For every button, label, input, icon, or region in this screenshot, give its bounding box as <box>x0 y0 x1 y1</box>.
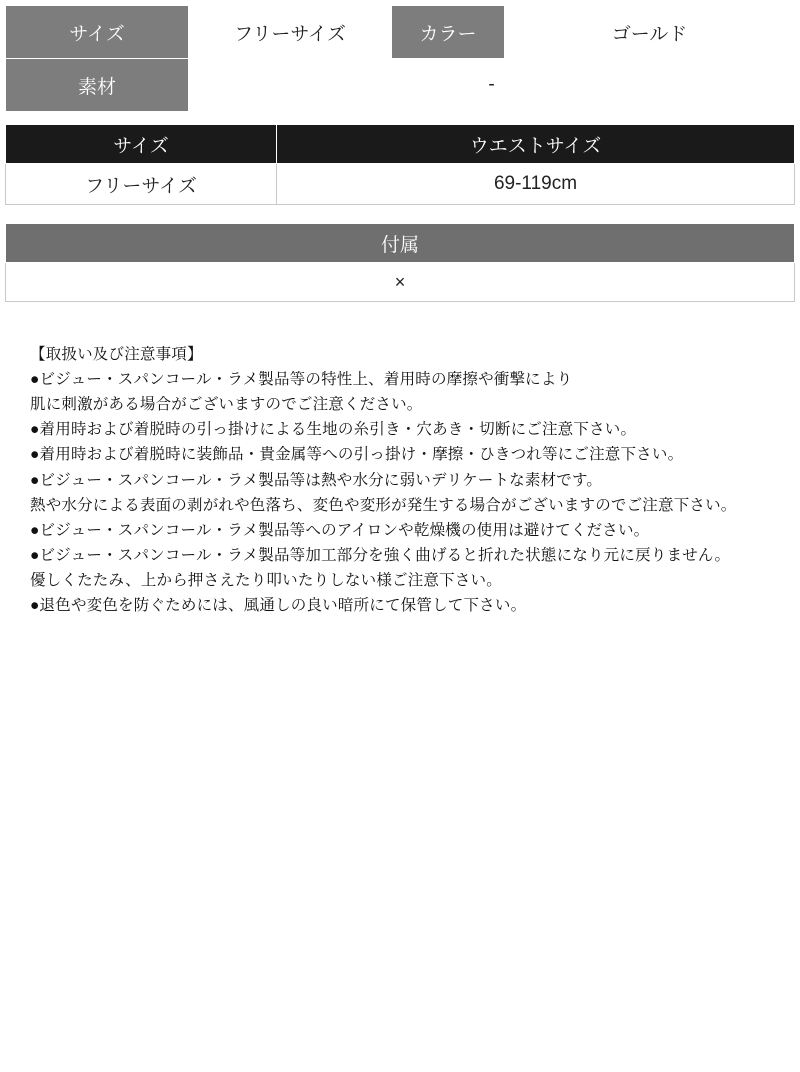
table-header-row <box>6 125 795 164</box>
waist-size-table <box>5 124 795 205</box>
care-notes-title: 【取扱い及び注意事項】 <box>30 346 203 363</box>
table-row <box>6 263 795 302</box>
table-row <box>6 6 795 59</box>
product-detail-page <box>0 5 800 1072</box>
care-note-line: ●ビジュー・スパンコール・ラメ製品等へのアイロンや乾燥機の使用は避けてください。 <box>30 521 650 539</box>
spec-value-size: フリーサイズ <box>189 6 392 59</box>
spec-label-size: サイズ <box>6 6 189 59</box>
care-notes <box>30 342 770 618</box>
spec-table <box>5 5 795 112</box>
spec-value-material: - <box>189 59 795 112</box>
care-note-line: ●ビジュー・スパンコール・ラメ製品等の特性上、着用時の摩擦や衝撃により <box>30 371 573 389</box>
care-note-line: 熱や水分による表面の剥がれや色落ち、変色や変形が発生する場合がございますのでご注意下さい。 <box>30 496 737 514</box>
accessory-header: 付属 <box>6 224 795 263</box>
table-header-row <box>6 224 795 263</box>
waist-header-size: サイズ <box>6 125 277 164</box>
care-note-line: ●ビジュー・スパンコール・ラメ製品等は熱や水分に弱いデリケートな素材です。 <box>30 471 603 489</box>
spec-label-material: 素材 <box>6 59 189 112</box>
accessory-table <box>5 223 795 302</box>
care-note-line: ●ビジュー・スパンコール・ラメ製品等加工部分を強く曲げると折れた状態になり元に戻りません。 <box>30 546 731 564</box>
care-note-line: 肌に刺激がある場合がございますのでご注意ください。 <box>30 396 423 414</box>
spec-label-color: カラー <box>392 6 505 59</box>
care-note-line: ●着用時および着脱時の引っ掛けによる生地の糸引き・穴あき・切断にご注意下さい。 <box>30 421 637 439</box>
care-note-line: ●着用時および着脱時に装飾品・貴金属等への引っ掛け・摩擦・ひきつれ等にご注意下さい。 <box>30 446 684 464</box>
table-row <box>6 164 795 205</box>
waist-cell-size: フリーサイズ <box>6 164 277 205</box>
spec-value-color: ゴールド <box>505 6 795 59</box>
care-note-line: 優しくたたみ、上から押さえたり叩いたりしない様ご注意下さい。 <box>30 571 502 589</box>
table-row <box>6 59 795 112</box>
waist-header-waist: ウエストサイズ <box>277 125 795 164</box>
care-note-line: ●退色や変色を防ぐためには、風通しの良い暗所にて保管して下さい。 <box>30 597 527 615</box>
waist-cell-measure: 69-119cm <box>277 164 795 205</box>
accessory-value: × <box>6 263 795 302</box>
